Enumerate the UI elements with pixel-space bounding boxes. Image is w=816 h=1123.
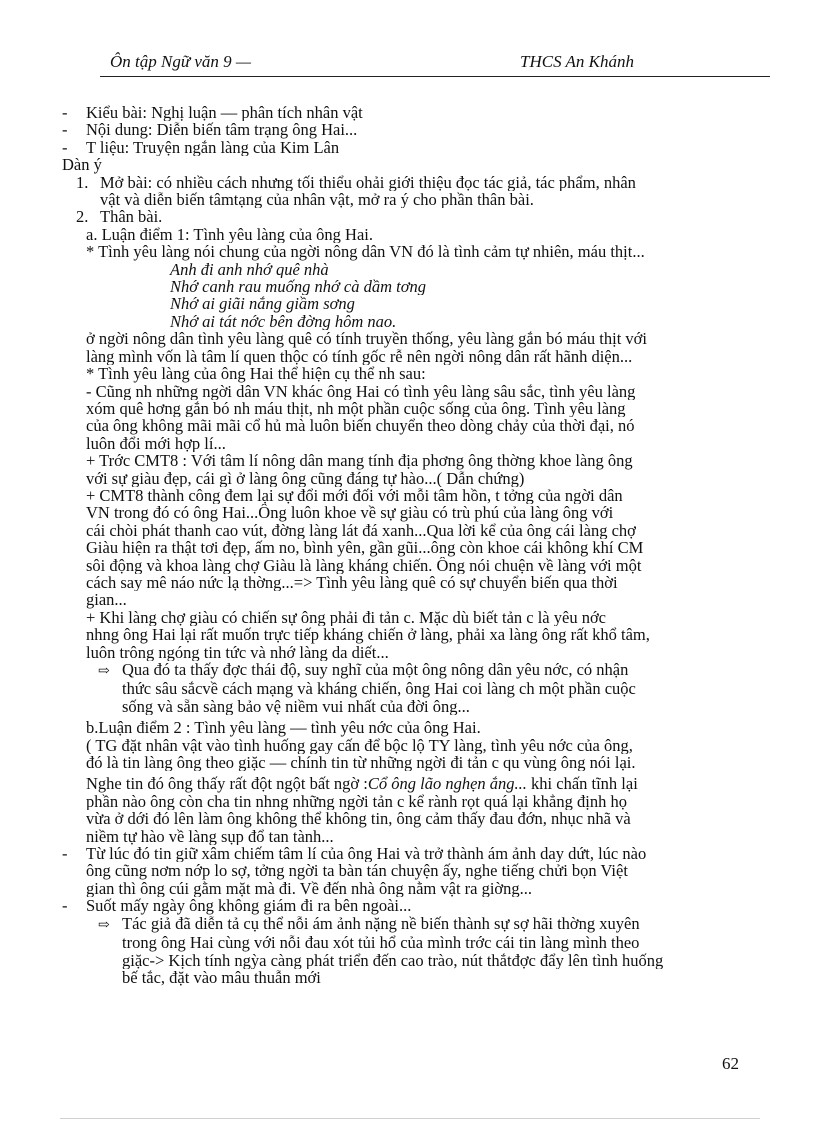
dash-bullet: -	[62, 104, 68, 122]
running-header	[100, 50, 770, 76]
dash-bullet: -	[62, 138, 68, 157]
text-line: cái chòi phát thanh cao vút, đờng làng lát đá xanh...Qua lời kể của ông cái làng chợ	[86, 521, 636, 540]
dash-bullet: -	[62, 121, 68, 139]
text-line: cách say mê náo nức lạ thờng...=> Tình yêu làng quê có sự chuyển biến qua thời	[86, 573, 618, 592]
section-heading: a. Luận điểm 1: Tình yêu làng của ông Hai.	[86, 225, 373, 244]
item-text: Mở bài: có nhiều cách nhưng tối thiểu ohải giới thiệu đọc tác giả, tác phẩm, nhân	[100, 173, 636, 192]
arrow-right-icon: ⇨	[98, 917, 110, 933]
text-line: đó là tin làng ông theo giặc — chính tin từ những ngời đi tản c qu vùng ông nói lại.	[86, 754, 636, 772]
text-line: xóm quê hơng gắn bó nh máu thịt, nh một phần cuộc sống của ông. Tình yêu làng	[86, 399, 626, 418]
text-line: + Trớc CMT8 : Với tâm lí nông dân mang tính địa phơng ông thờng khoe làng ông	[86, 452, 633, 470]
page-number: 62	[722, 1054, 739, 1073]
header-rule	[100, 76, 770, 77]
text-line: bế tắc, đặt vào mâu thuẫn mới	[122, 968, 321, 987]
text-line: ở ngời nông dân tình yêu làng quê có tính truyền thống, yêu làng gắn bó máu thịt với	[86, 330, 647, 348]
text-line: thức sâu sắcvề cách mạng và kháng chiến, ông Hai coi làng ch một phần cuộc	[122, 680, 636, 698]
text-line: phần nào ông còn cha tin nhng những ngời tản c kể rành rọt quá lại khẳng định họ	[86, 792, 627, 811]
text-line: - Cũng nh những ngời dân VN khác ông Hai có tình yêu làng sâu sắc, tình yêu làng	[86, 382, 636, 400]
item-number: 2.	[76, 208, 89, 226]
text-line: + Khi làng chợ giàu có chiến sự ông phải đi tản c. Mặc dù biết tản c là yêu nớc	[86, 608, 607, 627]
text-line: vừa ở dới đó lên làm ông không thể không tin, ông cảm thấy đau đớn, nhục nhã và	[86, 810, 631, 828]
bullet-item	[62, 897, 752, 914]
text-line: Giàu hiện ra thật tơi đẹp, ấm no, bình yên, gần gũi...ông còn khoe cái không khí CM	[86, 539, 644, 557]
arrow-item	[62, 915, 752, 934]
text-line: gian...	[86, 591, 127, 609]
text-line: VN trong đó có ông Hai...Ông luôn khoe về sự giàu có trù phú của làng ông với	[86, 504, 614, 522]
poem-line: Nhớ ai giãi nắng giầm sơng	[170, 295, 355, 313]
text-line: niềm tự hào về làng sụp đổ tan tành...	[86, 827, 334, 846]
numbered-item	[62, 174, 752, 191]
bullet-item	[62, 845, 752, 862]
text-line: của ông không mãi mãi cổ hủ mà luôn biến chuyển theo dòng chảy của thời đại, nó	[86, 417, 635, 435]
arrow-item	[62, 661, 752, 680]
text-line: sống và sẵn sàng bảo vệ niềm vui nhất của đời ông...	[122, 697, 470, 716]
text-line: giặc-> Kịch tính ngỳa càng phát triển đến cao trào, nút thắtđợc đẩy lên tình huống	[122, 951, 664, 969]
text-segment: Nghe tin đó ông thấy rất đột ngột bất ngờ :	[86, 775, 368, 793]
poem-line: Nhớ canh rau muống nhớ cà dầm tơng	[170, 278, 427, 296]
text-line: * Tình yêu làng nói chung của ngời nông dân VN đó là tình cảm tự nhiên, máu thịt...	[86, 243, 645, 261]
item-text: Qua đó ta thấy đợc thái độ, suy nghĩ của một ông nông dân yêu nớc, có nhận	[122, 661, 629, 679]
bullet-item	[62, 104, 752, 121]
item-text: Từ lúc đó tin giữ xâm chiếm tâm lí của ông Hai và trở thành ám ảnh day dứt, lúc nào	[86, 845, 647, 863]
text-line: ông cũng nơm nớp lo sợ, tởng ngời ta bàn tán chuyện ấy, nghe tiếng chửi bọn Việt	[86, 862, 628, 880]
item-text: Tác giả đã diễn tả cụ thể nỗi ám ảnh nặng nề biến thành sự sợ hãi thờng xuyên	[122, 914, 640, 933]
text-line: với sự giàu đẹp, cái gì ở làng ông cũng đáng tự hào...( Dẫn chứng)	[86, 469, 525, 487]
item-text: Kiểu bài: Nghị luận — phân tích nhân vật	[86, 104, 363, 122]
header-school-name: THCS An Khánh	[520, 52, 634, 71]
arrow-right-icon: ⇨	[98, 664, 110, 679]
document-body	[62, 104, 752, 986]
header-subject-title: Ôn tập Ngữ văn 9 —	[110, 52, 252, 71]
section-heading: b.Luận điểm 2 : Tình yêu làng — tình yêu nớc của ông Hai.	[86, 719, 481, 737]
numbered-item	[62, 208, 752, 225]
item-text: Nội dung: Diễn biến tâm trạng ông Hai...	[86, 121, 358, 139]
text-line: nhng ông Hai lại rất muốn trực tiếp kháng chiến ở làng, phải xa làng ông rất khổ tâm,	[86, 626, 650, 644]
text-line: * Tình yêu làng của ông Hai thể hiện cụ thể nh sau:	[86, 365, 426, 383]
text-line	[62, 775, 752, 792]
item-text: T liệu: Truyện ngắn làng của Kim Lân	[86, 138, 340, 157]
bullet-item	[62, 121, 752, 138]
text-line: sôi động và khoa làng chợ Giàu là làng kháng chiến. Ông nói chuện về làng với một	[86, 556, 642, 574]
poem-line: Anh đi anh nhớ quê nhà	[170, 260, 329, 279]
text-line: ( TG đặt nhân vật vào tình huống gay cấn để bộc lộ TY làng, tình yêu nớc của ông,	[86, 736, 633, 755]
bullet-item	[62, 139, 752, 156]
text-line: làng mình vốn là tâm lí quen thộc có tính gốc rễ nên ngời nông dân rất hãnh diện...	[86, 347, 633, 366]
item-text: Suốt mấy ngày ông không giám đi ra bên ngoài...	[86, 897, 412, 915]
dash-bullet: -	[62, 897, 68, 915]
text-line: luôn đổi mới hợp lí...	[86, 434, 226, 453]
text-segment: khi chấn tĩnh lại	[526, 775, 638, 793]
text-line: trong ông Hai cùng với nỗi đau xót tủi hổ của mình trớc cái tin làng mình theo	[122, 934, 640, 952]
poem-line: Nhớ ai tát nớc bên đờng hôm nao.	[170, 312, 397, 331]
text-line: vật và diễn biến tâmtạng của nhân vật, mở ra ý cho phần thân bài.	[100, 191, 534, 209]
text-line: + CMT8 thành công đem lại sự đổi mới đối với mỗi tâm hồn, t tởng của ngời dân	[86, 486, 623, 505]
item-text: Thân bài.	[100, 208, 163, 226]
dash-bullet: -	[62, 845, 68, 863]
text-line: gian thì ông cúi gằm mặt mà đi. Về đến nhà ông nằm vật ra giờng...	[86, 879, 533, 898]
outline-heading: Dàn ý	[62, 156, 102, 174]
footer-rule	[60, 1118, 760, 1119]
item-number: 1.	[76, 173, 89, 192]
text-line: luôn trông ngóng tin tức và nhớ làng da diết...	[86, 643, 389, 661]
italic-quote: Cổ ông lão nghẹn ắng...	[367, 775, 527, 793]
